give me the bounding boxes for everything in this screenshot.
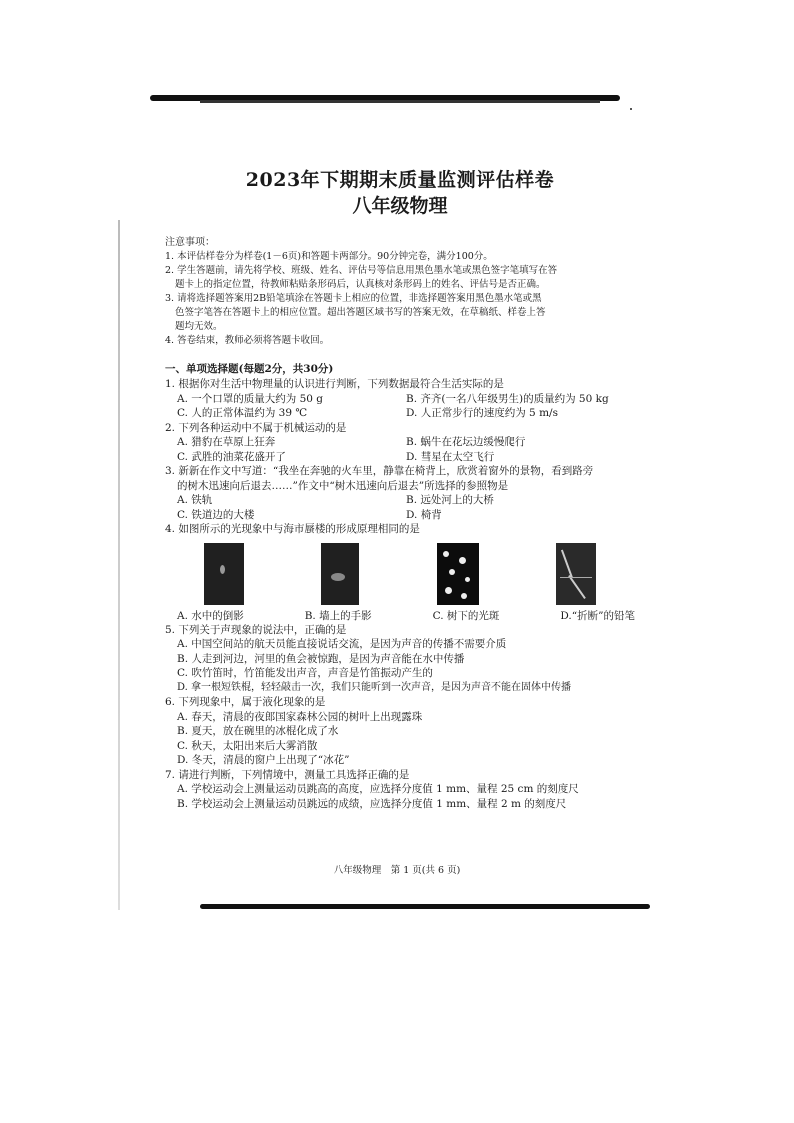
option-c: C. 吹竹笛时，竹笛能发出声音，声音是竹笛振动产生的 (177, 667, 433, 679)
exam-page (165, 168, 635, 811)
notice-item-2 (165, 264, 635, 292)
option-b: B. 远处河上的大桥 (406, 494, 494, 506)
section-heading: 一、单项选择题(每题2分，共30分) (165, 363, 334, 375)
question-5-options (165, 637, 635, 695)
option-a: A. 春天，清晨的夜郎国家森林公园的树叶上出现露珠 (177, 710, 423, 723)
option-b: B. 学校运动会上测量运动员跳远的成绩，应选择分度值 1 mm、量程 2 m 的刻度尺 (177, 797, 567, 810)
notice-item-text: 1. 本评估样卷分为样卷(1－6页)和答题卡两部分。90分钟完卷，满分100分。 (165, 251, 493, 262)
option-d: D. 人正常步行的速度约为 5 m/s (406, 407, 558, 419)
notice-item-text: 题卡上的指定位置，待教师粘贴条形码后，认真核对条形码上的姓名、评估号是否正确。 (175, 279, 546, 290)
question-4-options (165, 609, 635, 623)
option-b: B. 齐齐(一名八年级男生)的质量约为 50 kg (406, 392, 609, 405)
option-a: A. 水中的倒影 (177, 609, 244, 622)
question-3-stem-line1: 3. 新新在作文中写道：“我坐在奔驰的火车里，静靠在椅背上，欣赏着窗外的景物，看到路旁 (165, 465, 594, 477)
option-c: C. 武胜的油菜花盛开了 (177, 450, 286, 463)
scan-speck (630, 108, 632, 110)
exam-subject: 八年级物理 (352, 195, 448, 217)
scan-edge-top-shadow (200, 100, 600, 103)
option-b: B. 蜗牛在花坛边缓慢爬行 (406, 436, 526, 448)
question-2-stem: 2. 下列各种运动中不属于机械运动的是 (165, 421, 347, 434)
hand-shadow-photo (321, 543, 359, 605)
question-6-stem: 6. 下列现象中，属于液化现象的是 (165, 696, 326, 708)
notice-item-text: 3. 请将选择题答案用2B铅笔填涂在答题卡上相应的位置，非选择题答案用黑色墨水笔或黑 (165, 293, 542, 304)
option-a: A. 一个口罩的质量大约为 50 g (177, 392, 324, 405)
notice-item-text: 题均无效。 (175, 321, 223, 332)
reflection-photo (204, 543, 244, 605)
notice-item-text: 2. 学生答题前，请先将学校、班级、姓名、评估号等信息用黑色墨水笔或黑色签字笔填写在答 (165, 265, 558, 276)
notice-item-text: 4. 答卷结束，教师必须将答题卡收回。 (165, 335, 330, 346)
page-footer: 八年级物理 第 1 页(共 6 页) (333, 865, 461, 876)
question-4-stem: 4. 如图所示的光现象中与海市蜃楼的形成原理相同的是 (165, 523, 420, 535)
option-a: A. 猎豹在草原上狂奔 (177, 436, 276, 448)
option-d: D. 椅背 (406, 508, 442, 521)
question-1-options (165, 392, 635, 421)
question-6-options (165, 710, 635, 768)
option-a: A. 学校运动会上测量运动员跳高的高度，应选择分度值 1 mm、量程 25 cm 的刻度尺 (177, 783, 579, 795)
notice-heading: 注意事项： (165, 237, 215, 248)
option-d: D.“折断”的铅笔 (560, 609, 635, 622)
option-c: C. 铁道边的大楼 (177, 508, 255, 521)
scan-left-shadow (118, 220, 120, 910)
question-3-stem (165, 464, 635, 493)
option-a: A. 中国空间站的航天员能直接说话交流，是因为声音的传播不需要介质 (177, 638, 507, 650)
notice-item-4 (165, 334, 635, 348)
question-5-stem: 5. 下列关于声现象的说法中，正确的是 (165, 623, 347, 636)
option-b: B. 墙上的手影 (304, 609, 372, 622)
option-a: A. 铁轨 (177, 494, 213, 506)
option-b: B. 夏天，放在碗里的冰棍化成了水 (177, 725, 339, 737)
question-7-options (165, 782, 635, 811)
question-2-options (165, 435, 635, 464)
scan-edge-bottom (200, 904, 650, 909)
exam-title: 2023年下期期末质量监测评估样卷 (245, 169, 555, 191)
option-d: D. 拿一根短铁棍，轻轻敲击一次，我们只能听到一次声音，是因为声音不能在固体中传播 (177, 681, 572, 693)
question-1-stem: 1. 根据你对生活中物理量的认识进行判断，下列数据最符合生活实际的是 (165, 378, 504, 390)
notice-item-text: 色签字笔答在答题卡上的相应位置。超出答题区域书写的答案无效，在草稿纸、样卷上答 (175, 307, 546, 318)
option-c: C. 秋天，太阳出来后大雾消散 (177, 739, 318, 752)
question-4-figures (165, 543, 635, 607)
question-3-stem-line2: 的树木迅速向后退去……”作文中“树木迅速向后退去”所选择的参照物是 (177, 479, 509, 492)
notice-item-1 (165, 250, 635, 264)
question-3-options (165, 493, 635, 522)
option-b: B. 人走到河边，河里的鱼会被惊跑，是因为声音能在水中传播 (177, 652, 465, 665)
option-d: D. 冬天，清晨的窗户上出现了“冰花” (177, 754, 350, 766)
option-c: C. 人的正常体温约为 39 ℃ (177, 407, 308, 419)
option-c: C. 树下的光斑 (432, 609, 500, 622)
question-7-stem: 7. 请进行判断，下列情境中，测量工具选择正确的是 (165, 768, 410, 781)
option-d: D. 彗星在太空飞行 (406, 450, 495, 463)
light-spots-photo (437, 543, 479, 605)
notice-item-3 (165, 292, 635, 334)
bent-pencil-photo (556, 543, 596, 605)
